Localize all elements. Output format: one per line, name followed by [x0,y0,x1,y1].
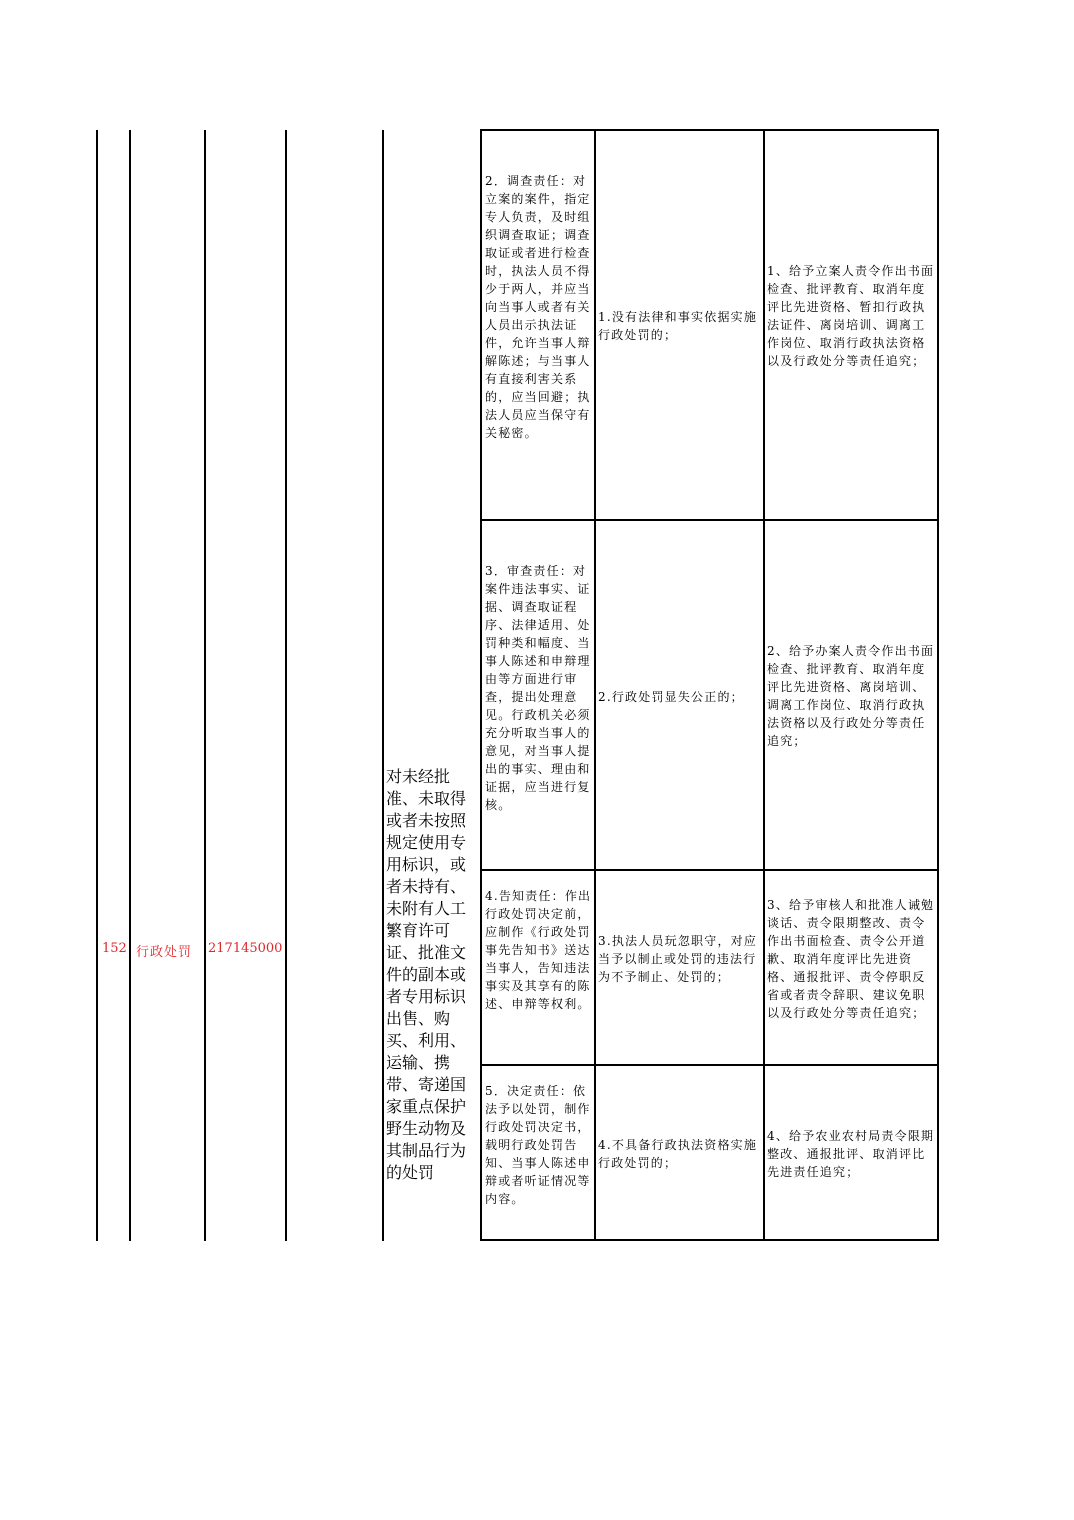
column-border [129,130,131,1241]
situation-cell: 2.行政处罚显失公正的； [598,690,744,704]
situation-cell: 4.不具备行政执法资格实施行政处罚的； [598,1138,758,1170]
grid-border [480,869,939,871]
responsibility-cell: 3．审查责任：对案件违法事实、证据、调查取证程序、法律适用、处罚种类和幅度、当事人陈述和申辩理由等方面进行审查，提出处理意见。行政机关必须充分听取当事人的意见，对当事人提出的事实、理由和证据，应当进行复核。 [485,564,591,812]
responsibility-cell: 5．决定责任：依法予以处罚，制作行政处罚决定书，载明行政处罚告知、当事人陈述申辩或者听证情况等内容。 [485,1084,591,1206]
grid-border [480,519,939,521]
row-category: 行政处罚 [136,945,193,960]
column-border [285,130,287,1241]
accountability-cell: 2、给予办案人责令作出书面检查、批评教育、取消年度评比先进资格、离岗培训、调离工作岗位、取消行政执法资格以及行政处分等责任追究； [767,644,935,748]
accountability-cell: 4、给予农业农村局责令限期整改、通报批评、取消评比先进责任追究； [767,1129,935,1179]
column-border [96,130,98,1241]
responsibility-cell: 2．调查责任：对立案的案件，指定专人负责，及时组织调查取证；调查取证或者进行检查时，执法人员不得少于两人，并应当向当事人或者有关人员出示执法证件，允许当事人辩解陈述；与当事人有直接利害关系的，应当回避；执法人员应当保守有关秘密。 [485,174,591,440]
column-border [204,130,206,1241]
grid-border [480,129,939,131]
row-code: 217145000 [208,941,283,956]
grid-border [480,1064,939,1066]
situation-cell: 1.没有法律和事实依据实施行政处罚的； [598,310,758,342]
column-border [382,130,384,1241]
situation-cell: 3.执法人员玩忽职守，对应当予以制止或处罚的违法行为不予制止、处罚的； [598,934,758,984]
accountability-cell: 1、给予立案人责令作出书面检查、批评教育、取消年度评比先进资格、暂扣行政执法证件、离岗培训、调离工作岗位、取消行政执法资格以及行政处分等责任追究； [767,264,935,368]
row-number: 152 [102,941,127,956]
responsibility-cell: 4.告知责任：作出行政处罚决定前，应制作《行政处罚事先告知书》送达当事人，告知违法事实及其享有的陈述、申辩等权利。 [485,889,592,1011]
grid-border [937,129,939,1241]
row-description: 对未经批准、未取得或者未按照规定使用专用标识，或者未持有、未附有人工繁育许可证、批准文件的副本或者专用标识出售、购买、利用、运输、携带、寄递国家重点保护野生动物及其制品行为的处罚 [386,767,467,1182]
grid-border [763,129,765,1241]
grid-border [480,1239,939,1241]
grid-border [480,129,482,1241]
accountability-cell: 3、给予审核人和批准人诫勉谈话、责令限期整改、责令作出书面检查、责令公开道歉、取消年度评比先进资格、通报批评、责令停职反省或者责令辞职、建议免职以及行政处分等责任追究； [767,898,935,1020]
grid-border [594,129,596,1241]
